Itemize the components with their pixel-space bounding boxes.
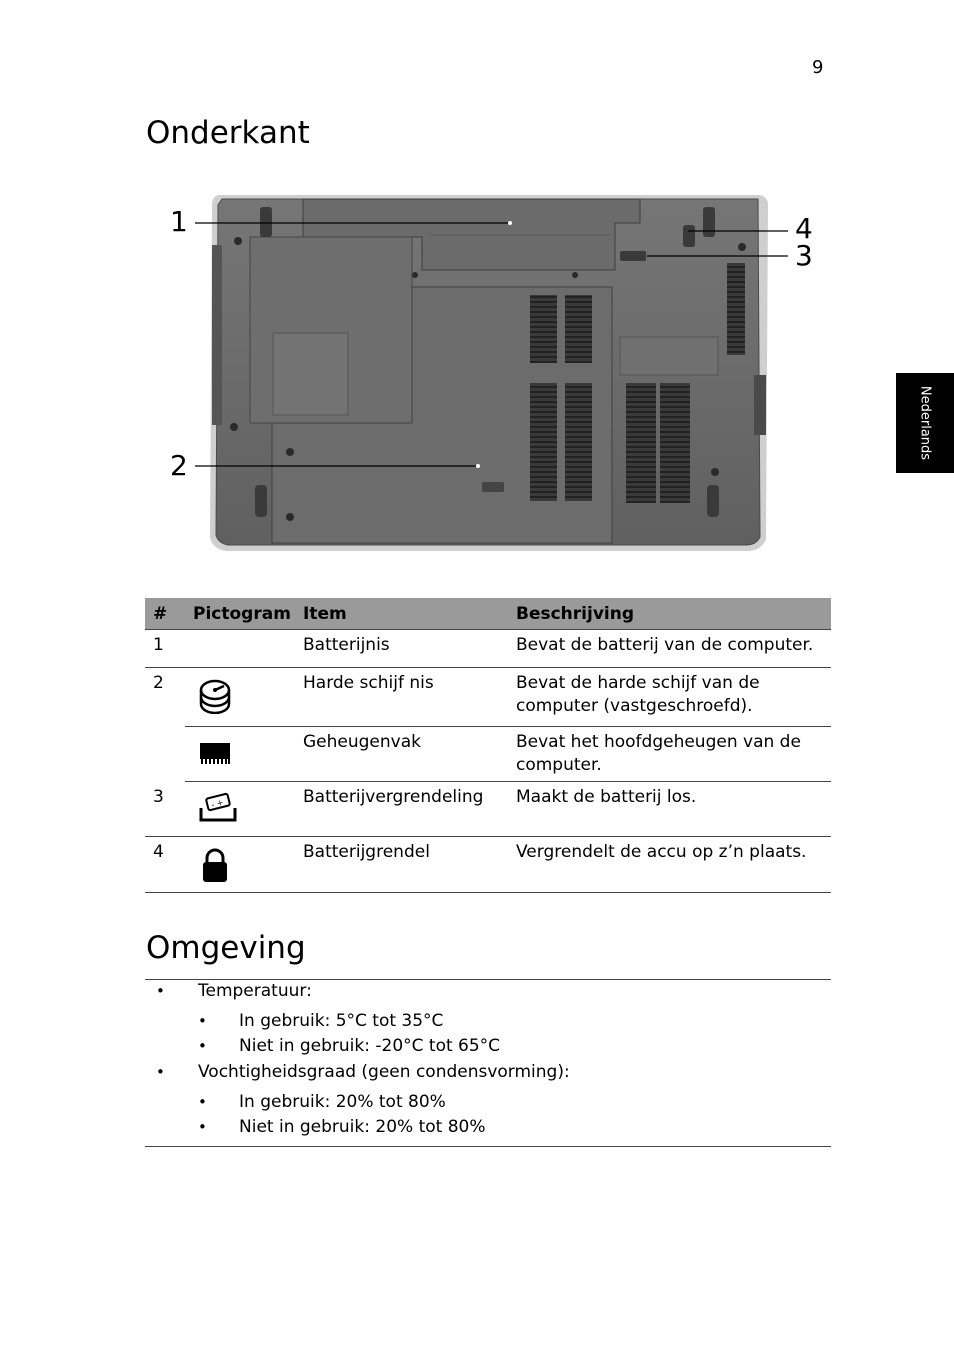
header-icon: Pictogram	[185, 598, 295, 630]
callout-1: 1	[170, 205, 188, 238]
header-item: Item	[295, 598, 508, 630]
list-item: In gebruik: 5°C tot 35°C	[239, 1011, 444, 1031]
language-tab-label: Nederlands	[917, 385, 933, 461]
bullet: •	[198, 1093, 207, 1111]
bullet: •	[198, 1118, 207, 1136]
list-item: In gebruik: 20% tot 80%	[239, 1092, 446, 1112]
row-number	[145, 727, 185, 782]
list-item: Niet in gebruik: 20% tot 80%	[239, 1117, 486, 1137]
row-number: 4	[145, 837, 185, 893]
bullet: •	[156, 982, 165, 1000]
row-description: Maakt de batterij los.	[508, 782, 831, 837]
callout-4: 4	[795, 212, 813, 245]
callout-2: 2	[170, 449, 188, 482]
row-description: Bevat het hoofdgeheugen van de computer.	[508, 727, 831, 782]
svg-text:- +: - +	[210, 797, 225, 810]
callout-3: 3	[795, 239, 813, 272]
row-description: Bevat de batterij van de computer.	[508, 630, 831, 668]
table-row	[145, 782, 831, 837]
row-item: Batterijvergrendeling	[295, 782, 508, 837]
row-item: Geheugenvak	[295, 727, 508, 782]
bullet: •	[198, 1037, 207, 1055]
memory-icon	[198, 737, 232, 767]
bullet: •	[198, 1012, 207, 1030]
hard-disk-icon	[198, 678, 232, 714]
laptop-bottom-figure	[160, 185, 820, 570]
section-title-environment: Omgeving	[146, 930, 306, 966]
row-description: Bevat de harde schijf van de computer (vastgeschroefd).	[508, 668, 831, 727]
row-number: 1	[145, 630, 185, 668]
list-item: Vochtigheidsgraad (geen condensvorming):	[198, 1062, 570, 1082]
row-item: Batterijgrendel	[295, 837, 508, 893]
laptop-bottom-illustration	[160, 185, 820, 570]
header-number: #	[145, 598, 185, 630]
section-title-bottom: Onderkant	[146, 115, 310, 151]
table-row	[145, 727, 831, 782]
row-item: Harde schijf nis	[295, 668, 508, 727]
table-row	[145, 630, 831, 668]
list-item: Niet in gebruik: -20°C tot 65°C	[239, 1036, 501, 1056]
table-row	[145, 668, 831, 727]
row-description: Vergrendelt de accu op z’n plaats.	[508, 837, 831, 893]
header-description: Beschrijving	[508, 598, 831, 630]
row-number: 3	[145, 782, 185, 837]
table-row	[145, 837, 831, 893]
row-item: Batterijnis	[295, 630, 508, 668]
language-tab	[896, 373, 954, 473]
table-header-row	[145, 598, 831, 630]
environment-list	[145, 979, 831, 1147]
list-item: Temperatuur:	[198, 981, 312, 1001]
row-number: 2	[153, 673, 164, 693]
bullet: •	[156, 1063, 165, 1081]
page-number: 9	[812, 57, 824, 78]
lock-icon	[198, 847, 232, 885]
battery-release-icon	[198, 792, 238, 824]
components-table	[145, 598, 831, 893]
